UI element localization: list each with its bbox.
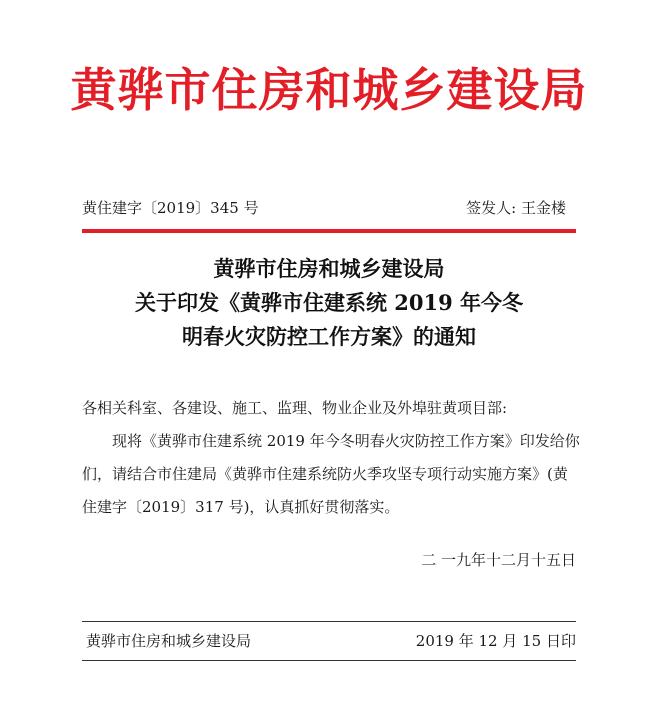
title-line-1: 黄骅市住房和城乡建设局 — [213, 256, 445, 281]
footer-print-date: 2019 年 12 月 15 日印 — [415, 632, 576, 650]
document-body — [82, 392, 582, 524]
document-number: 黄住建字〔2019〕345 号 — [82, 199, 259, 217]
red-separator-line — [82, 229, 576, 233]
body-paragraph: 现将《黄骅市住建系统 2019 年今冬明春火灾防控工作方案》印发给你们，请结合市住建局《黄骅市住建系统防火季攻坚专项行动实施方案》(黄住建字〔2019〕317 号)，认真抓好贯彻落实。 — [82, 432, 580, 516]
signer: 签发人: 王金楼 — [466, 199, 566, 217]
title-line-2: 关于印发《黄骅市住建系统 2019 年今冬 — [134, 290, 524, 315]
masthead-org-name: 黄骅市住房和城乡建设局 — [70, 63, 588, 117]
addressee: 各相关科室、各建设、施工、监理、物业企业及外埠驻黄项目部: — [82, 399, 508, 417]
document-title — [0, 252, 658, 354]
title-line-3: 明春火灾防控工作方案》的通知 — [182, 324, 476, 349]
footer-top-rule — [82, 621, 576, 622]
footer-bottom-rule — [82, 660, 576, 661]
issue-date: 二 一九年十二月十五日 — [421, 551, 576, 569]
footer-org: 黄骅市住房和城乡建设局 — [86, 632, 252, 650]
